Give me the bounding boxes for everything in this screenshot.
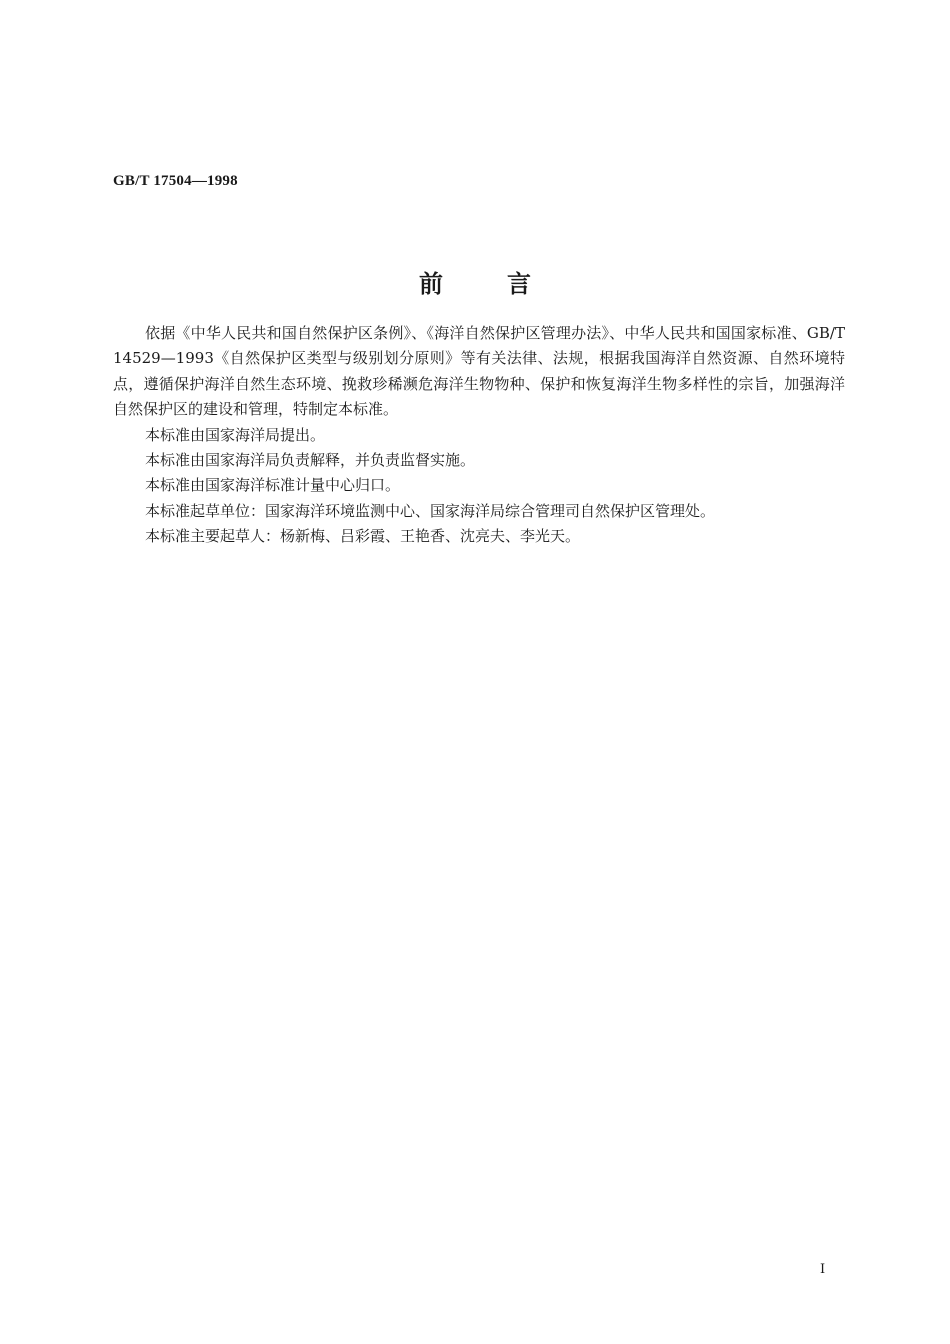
page-title: 前言 [419,269,595,298]
foreword-body [113,321,845,550]
paragraph-drafters: 本标准主要起草人：杨新梅、吕彩霞、王艳香、沈亮夫、李光天。 [145,527,581,546]
paragraph-drafting-units: 本标准起草单位：国家海洋环境监测中心、国家海洋局综合管理司自然保护区管理处。 [145,501,716,520]
paragraph-proposer: 本标准由国家海洋局提出。 [145,425,326,444]
paragraph-basis: 依据《中华人民共和国自然保护区条例》、《海洋自然保护区管理办法》、中华人民共和国国家标准、GB/T 14529—1993《自然保护区类型与级别划分原则》等有关法律、法规，根据我国海洋自然资源、自然环境特点，遵循保护海洋自然生态环境、挽救珍稀濒危海洋生物物种、保护和恢复海洋生物多样性的宗旨，加强海洋自然保护区的建设和管理，特制定本标准。 [113,324,845,419]
page-number: I [820,1262,826,1277]
paragraph-centralized: 本标准由国家海洋标准计量中心归口。 [145,476,401,495]
standard-code: GB/T 17504—1998 [113,173,238,189]
paragraph-interpreter: 本标准由国家海洋局负责解释，并负责监督实施。 [145,451,476,470]
